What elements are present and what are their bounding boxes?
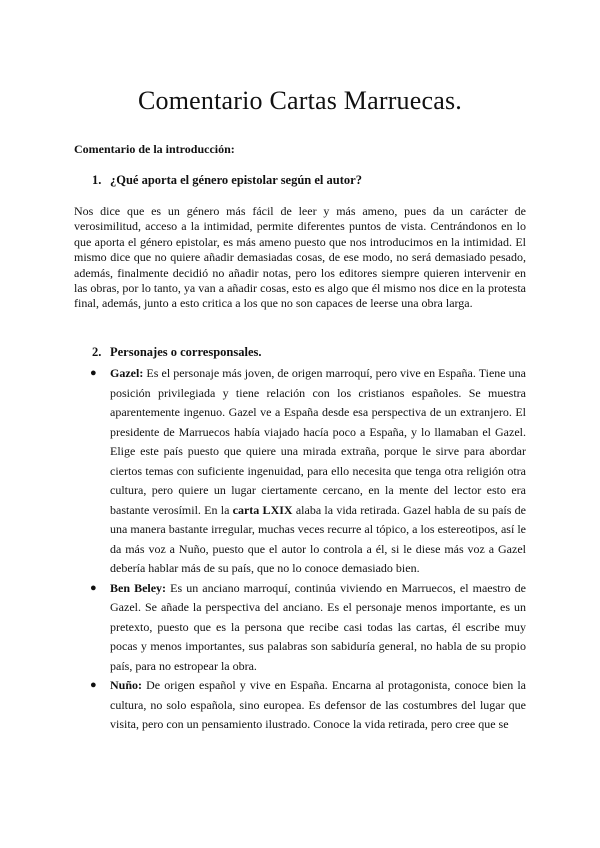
character-name: Nuño: <box>110 678 143 692</box>
bullet-icon: ● <box>90 367 97 379</box>
question-2 <box>92 345 261 360</box>
question-1 <box>92 173 362 188</box>
characters-list <box>90 364 526 735</box>
character-name: Gazel: <box>110 366 144 380</box>
character-description: Es un anciano marroquí, continúa viviendo en Marruecos, el maestro de Gazel. Se añade la perspectiva del anciano. Es el personaje menos importante, es un pretexto, puesto que es la persona que recibe casi todas las cartas, él escribe muy pocas y menos importantes, sus palabras son sabiduría general, no habla de su propio país, para no estropear la obra. <box>110 580 526 673</box>
character-nuno <box>90 676 526 735</box>
character-name: Ben Beley: <box>110 580 167 595</box>
bullet-icon: ● <box>90 679 97 691</box>
letter-reference: carta LXIX <box>232 502 293 517</box>
character-description: Es el personaje más joven, de origen marroquí, pero vive en España. Tiene una posición privilegiada y tiene relación con los cristianos españoles. Se muestra aparentemente ingenuo. Gazel ve a España desde esa perspectiva de un extranjero. El presidente de Marruecos había viajado hacía poco a España, y lo llamaban el Gazel. Elige este país puesto que quiere una mirada extraña, porque le sirve para abordar ciertos temas con suficiente ingenuidad, para ello necesita que tenga otra religión otra cultura, pero quiere un lugar ciertamente cercano, en la mente del lector esto era bastante verosímil. En la <box>110 366 526 517</box>
character-ben-beley <box>90 579 526 677</box>
character-gazel <box>90 364 526 579</box>
document-title: Comentario Cartas Marruecas. <box>138 86 462 115</box>
section-title: Comentario de la introducción: <box>74 142 235 156</box>
question-2-text: Personajes o corresponsales. <box>110 345 262 359</box>
character-description: De origen español y vive en España. Encarna al protagonista, conoce bien la cultura, no solo española, sino europea. Es defensor de las costumbres del lugar que visita, pero con un pensamiento ilustrado. Conoce la vida retirada, pero cree que se <box>110 678 526 731</box>
question-2-number: 2. <box>92 345 102 359</box>
bullet-icon: ● <box>90 581 97 594</box>
character-description-cont: alaba la vida retirada. Gazel habla de su país de una manera bastante irregular, muchas veces recurre al tópico, a los estereotipos, así le da más voz a Nuño, puesto que el autor lo controla a él, si le diese más voz a Gazel debería hablar más de su país, que no lo conoce demasiado bien. <box>110 502 527 575</box>
question-1-number: 1. <box>92 173 102 187</box>
question-1-text: ¿Qué aporta el género epistolar según el autor? <box>110 173 362 187</box>
intro-paragraph: Nos dice que es un género más fácil de leer y más ameno, pues da un carácter de verosimilitud, acceso a la intimidad, permite diferentes puntos de vista. Centrándonos en lo que aporta el género epistolar, es más ameno puesto que nos introducimos en la intimidad. El mismo dice que no quiere añadir demasiadas cosas, de ese modo, no será demasiado pesado, además, finalmente decidió no añadir notas, pero los editores siempre quieren intervenir en las obras, por lo tanto, ya van a añadir cosas, esto es algo que él mismo nos dice en la protesta final, además, junto a esto critica a los que no son capaces de leerse una obra larga. <box>74 204 526 311</box>
